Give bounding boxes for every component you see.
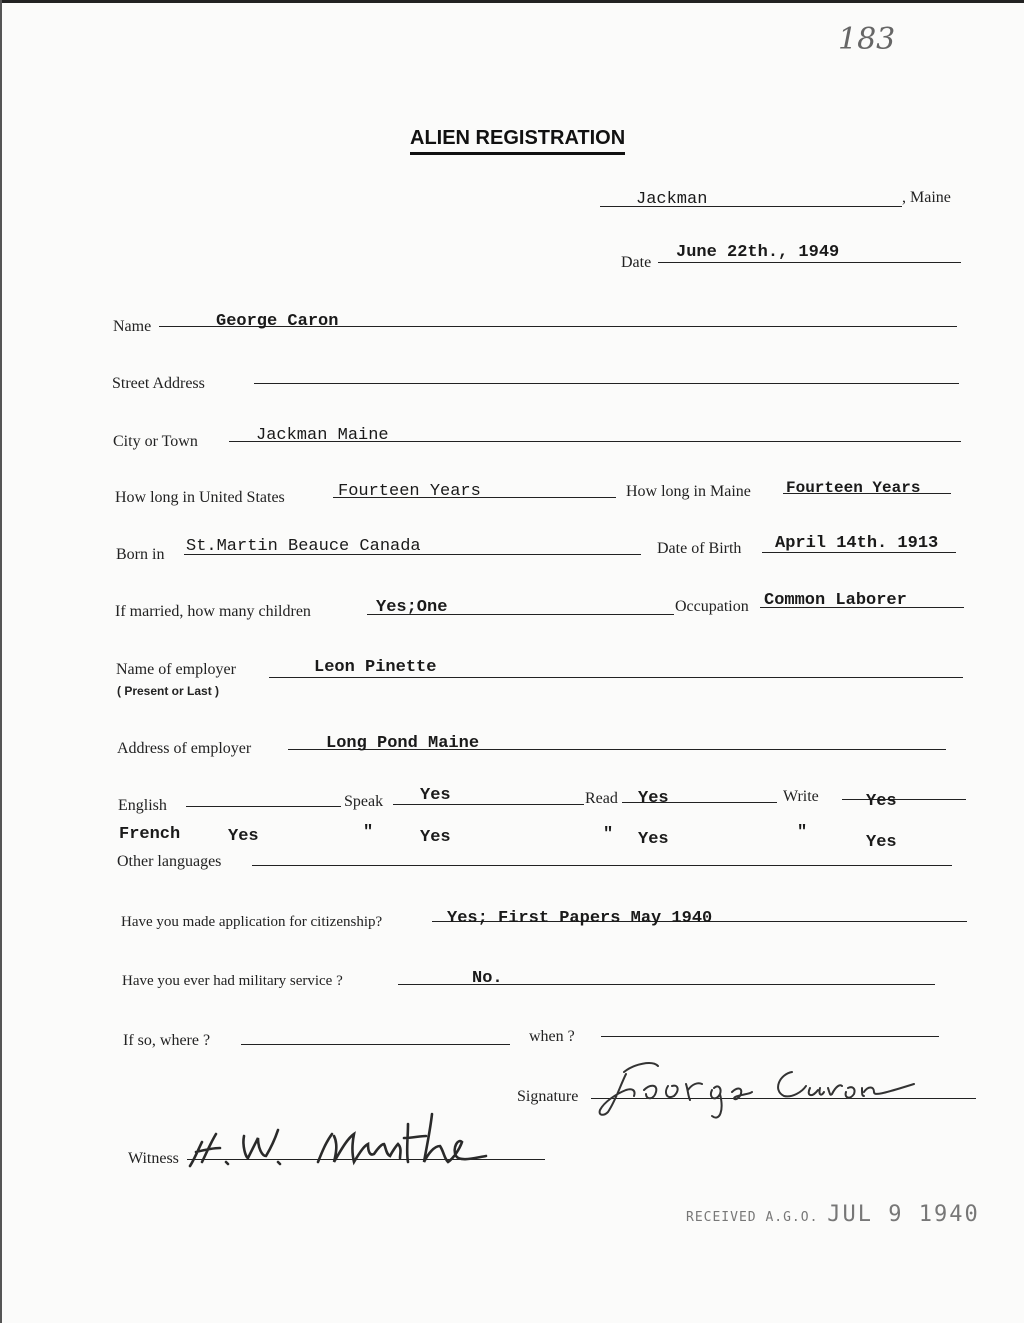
city-label: City or Town: [113, 433, 198, 450]
state-label: , Maine: [902, 189, 951, 206]
ditto-mark-speak: ": [363, 823, 374, 842]
maine-duration-label: How long in Maine: [626, 483, 751, 500]
speak-label: Speak: [344, 793, 384, 810]
military-label: Have you ever had military service ?: [122, 973, 343, 989]
english-read-value: Yes: [638, 789, 669, 808]
french-read-value: Yes: [638, 830, 669, 849]
birth-date-label: Date of Birth: [657, 540, 742, 557]
signature-handwriting: [592, 1050, 932, 1120]
french-write-value: Yes: [866, 833, 897, 852]
corner-number: 183: [838, 22, 896, 57]
employer-address-label: Address of employer: [117, 740, 252, 757]
date-value: June 22th., 1949: [676, 243, 840, 262]
military-value: No.: [472, 969, 503, 988]
citizenship-value: Yes; First Papers May 1940: [447, 909, 713, 928]
other-languages-label: Other languages: [117, 853, 222, 870]
when-line: [601, 1036, 939, 1037]
date-label: Date: [621, 254, 652, 271]
street-line: [254, 383, 959, 384]
english-line: [186, 806, 341, 807]
when-label: when ?: [529, 1028, 575, 1045]
witness-handwriting: [186, 1108, 536, 1168]
city-value: Jackman Maine: [256, 426, 389, 445]
english-write-value: Yes: [866, 792, 897, 811]
citizenship-label: Have you made application for citizenship?: [121, 914, 383, 930]
scan-border-left: [0, 0, 2, 1323]
ditto-mark-read: ": [603, 825, 614, 844]
scan-border-top: [0, 0, 1024, 3]
french-label: French: [119, 825, 181, 844]
other-languages-line: [252, 865, 952, 866]
where-label: If so, where ?: [123, 1032, 211, 1049]
name-label: Name: [113, 318, 152, 335]
occupation-label: Occupation: [675, 598, 749, 615]
children-label: If married, how many children: [115, 603, 311, 620]
read-label: Read: [585, 790, 618, 807]
name-value: George Caron: [216, 312, 339, 331]
employer-address-value: Long Pond Maine: [326, 734, 480, 753]
employer-sublabel: ( Present or Last ): [117, 684, 220, 698]
date-line: [658, 262, 961, 263]
employer-line: [269, 677, 963, 678]
maine-duration-value: Fourteen Years: [786, 479, 921, 497]
form-title: ALIEN REGISTRATION: [410, 127, 625, 155]
english-label: English: [118, 797, 167, 814]
french-speak-value: Yes: [420, 828, 451, 847]
born-label: Born in: [116, 546, 165, 563]
stamp-date: JUL 9 1940: [827, 1202, 980, 1227]
us-duration-label: How long in United States: [115, 489, 285, 506]
street-label: Street Address: [112, 375, 205, 392]
employer-label: Name of employer: [116, 661, 236, 678]
stamp-received-text: RECEIVED A.G.O.: [686, 1210, 819, 1225]
children-value: Yes;One: [376, 598, 448, 617]
french-value: Yes: [228, 827, 259, 846]
employer-value: Leon Pinette: [314, 658, 437, 677]
witness-label: Witness: [128, 1150, 179, 1167]
write-label: Write: [783, 788, 819, 805]
us-duration-value: Fourteen Years: [338, 482, 481, 501]
where-line: [241, 1044, 510, 1045]
occupation-value: Common Laborer: [764, 591, 907, 610]
ditto-mark-write: ": [797, 823, 808, 842]
birth-date-value: April 14th. 1913: [775, 534, 939, 553]
born-value: St.Martin Beauce Canada: [186, 537, 421, 556]
write-line: [842, 799, 966, 800]
received-stamp: [686, 1202, 980, 1227]
english-speak-value: Yes: [420, 786, 451, 805]
location-value: Jackman: [636, 190, 708, 209]
signature-label: Signature: [517, 1088, 579, 1105]
